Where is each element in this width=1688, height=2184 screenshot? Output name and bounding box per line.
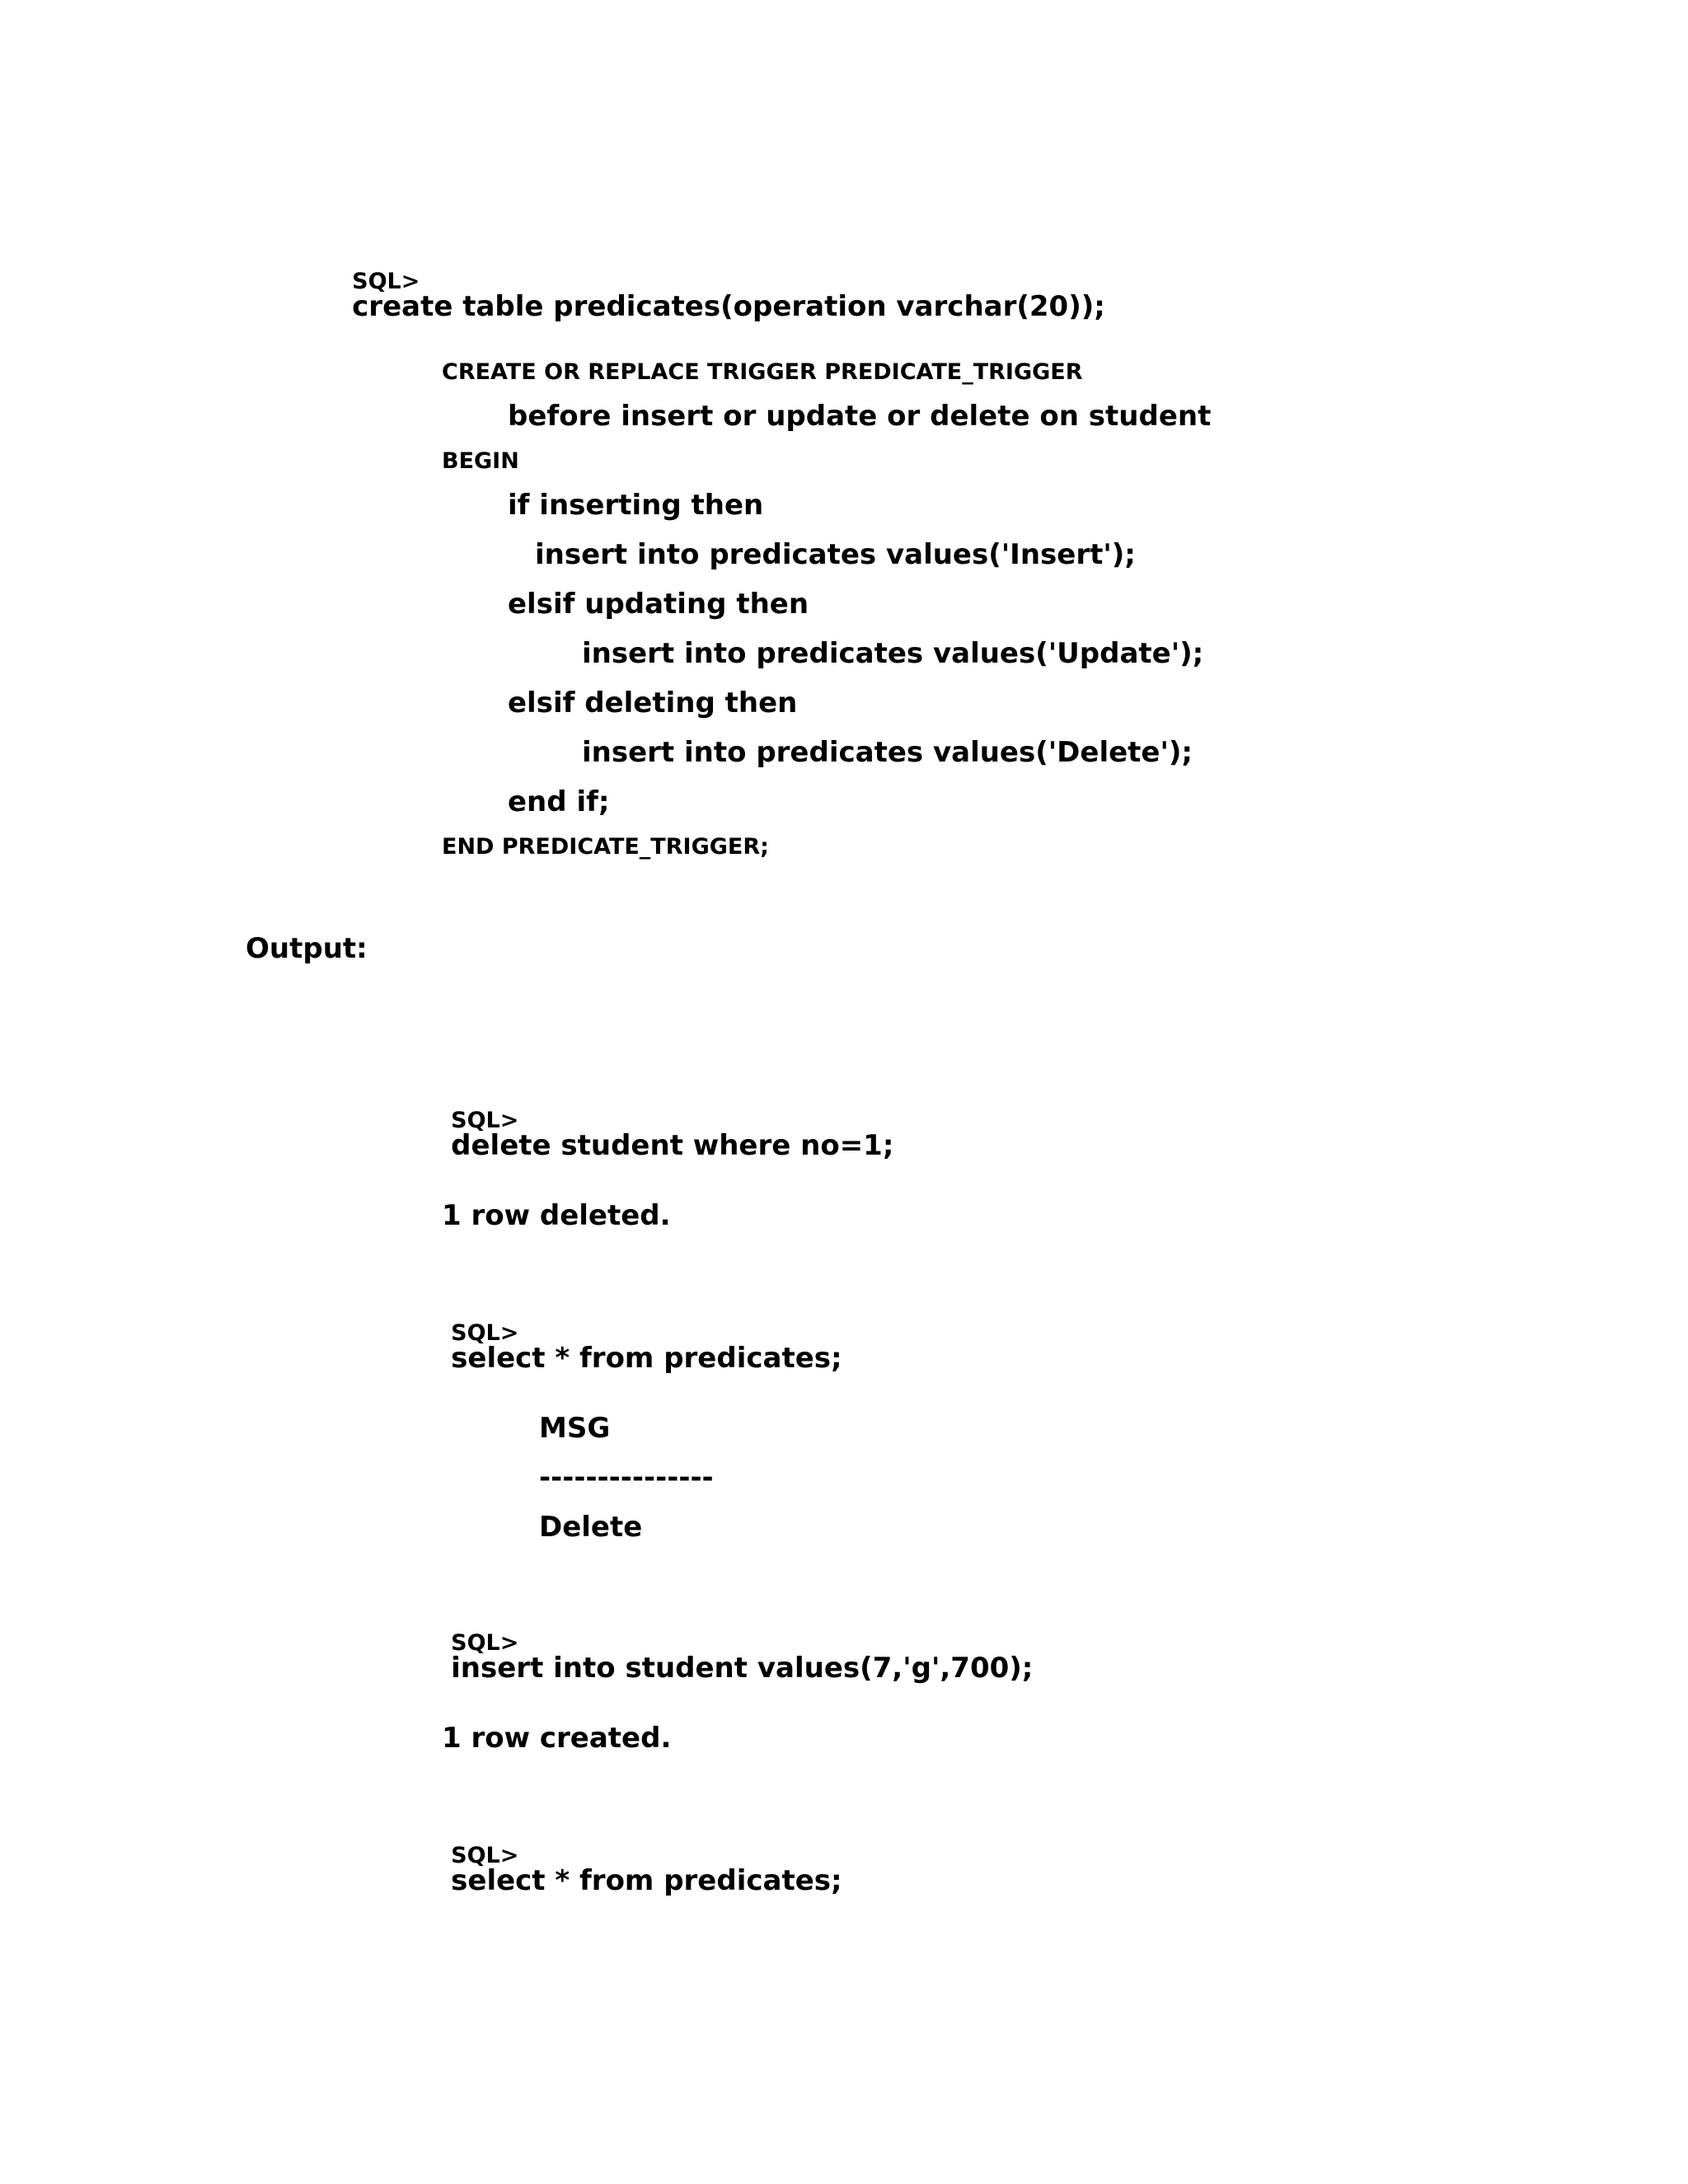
result-column-separator: --------------- — [539, 1461, 714, 1494]
create-table-command: create table predicates(operation varchar(20)); — [352, 290, 1105, 323]
select-statement-2 — [442, 1831, 842, 1895]
result-row-value: Delete — [539, 1511, 643, 1544]
trigger-timing: before insert or update or delete on student — [508, 400, 1212, 433]
select-command: select * from predicates; — [451, 1864, 842, 1897]
trigger-insert-insert: insert into predicates values('Insert'); — [535, 538, 1136, 571]
sql-prompt: SQL> — [451, 1320, 519, 1346]
sql-prompt: SQL> — [451, 1108, 519, 1133]
insert-result: 1 row created. — [442, 1722, 672, 1755]
trigger-insert-update: insert into predicates values('Update'); — [582, 637, 1204, 670]
trigger-end: END PREDICATE_TRIGGER; — [442, 834, 769, 860]
trigger-elsif-updating: elsif updating then — [508, 588, 809, 621]
trigger-end-if: end if; — [508, 785, 610, 818]
select-command: select * from predicates; — [451, 1342, 842, 1375]
sql-prompt: SQL> — [352, 269, 420, 294]
insert-statement — [442, 1619, 1034, 1685]
sql-prompt: SQL> — [451, 1630, 519, 1656]
delete-result: 1 row deleted. — [442, 1199, 671, 1232]
trigger-insert-delete: insert into predicates values('Delete'); — [582, 736, 1193, 769]
trigger-begin: BEGIN — [442, 448, 519, 474]
output-label: Output: — [246, 932, 368, 965]
delete-statement — [442, 1096, 893, 1160]
delete-command: delete student where no=1; — [451, 1129, 894, 1162]
trigger-header: CREATE OR REPLACE TRIGGER PREDICATE_TRIGGER — [442, 359, 1083, 385]
insert-command: insert into student values(7,'g',700); — [451, 1652, 1034, 1685]
trigger-if-inserting: if inserting then — [508, 489, 764, 522]
create-table-statement — [343, 257, 1105, 321]
trigger-elsif-deleting: elsif deleting then — [508, 687, 798, 719]
sql-prompt: SQL> — [451, 1843, 519, 1868]
result-column-header: MSG — [539, 1412, 611, 1445]
select-statement-1 — [442, 1309, 842, 1375]
